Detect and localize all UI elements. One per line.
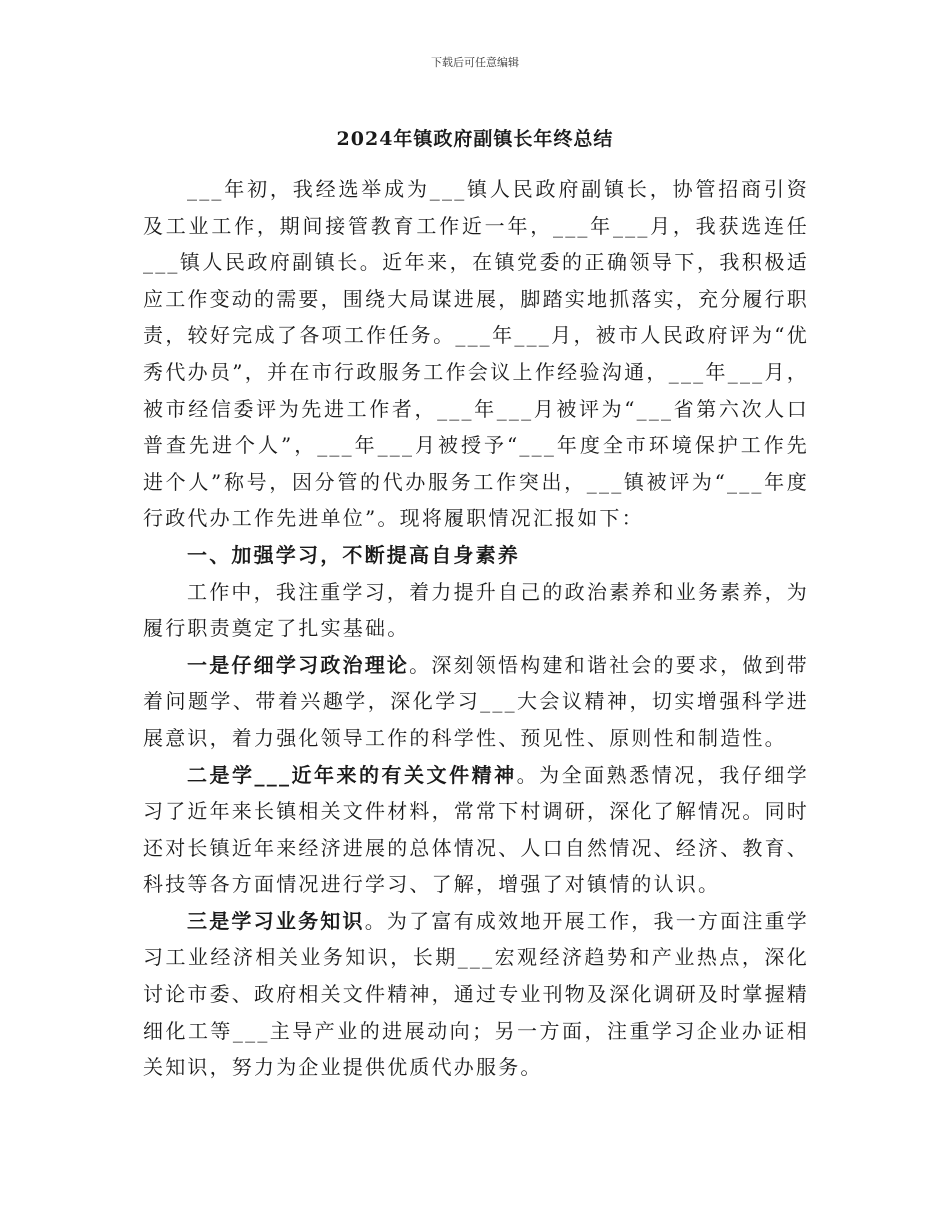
item-paragraph-2 [143,757,809,903]
item-lead-1: 一是仔细学习政治理论 [187,652,410,677]
item-text-2: 。为全面熟悉情况，我仔细学习了近年来长镇相关文件材料，常常下村调研，深化了解情况。同时还对长镇近年来经济进展的总体情况、人口自然情况、经济、教育、科技等各方面情况进行学习、了解，增强了对镇情的认识。 [143,762,809,897]
header-note: 下载后可任意编辑 [431,56,519,69]
section-paragraph: 工作中，我注重学习，着力提升自己的政治素养和业务素养，为履行职责奠定了扎实基础。 [143,579,809,641]
item-lead-2: 二是学___近年来的有关文件精神 [187,762,517,787]
document-body [143,171,809,1086]
item-text-3: 。为了富有成效地开展工作，我一方面注重学习工业经济相关业务知识，长期___宏观经济趋势和产业热点，深化讨论市委、政府相关文件精神，通过专业刊物及深化调研及时掌握精细化工等___主导产业的进展动向；另一方面，注重学习企业办证相关知识，努力为企业提供优质代办服务。 [143,908,809,1080]
item-paragraph-1 [143,647,809,757]
intro-paragraph: ___年初，我经选举成为___镇人民政府副镇长，协管招商引资及工业工作，期间接管教育工作近一年，___年___月，我获选连任___镇人民政府副镇长。近年来，在镇党委的正确领导下，我积极适应工作变动的需要，围绕大局谋进展，脚踏实地抓落实，充分履行职责，较好完成了各项工作任务。___年___月，被市人民政府评为“优秀代办员”，并在市行政服务工作会议上作经验沟通，___年___月，被市经信委评为先进工作者，___年___月被评为“___省第六次人口普查先进个人”，___年___月被授予“___年度全市环境保护工作先进个人”称号，因分管的代办服务工作突出，___镇被评为“___年度行政代办工作先进单位”。现将履职情况汇报如下： [143,177,809,531]
item-text-1: 。深刻领悟构建和谐社会的要求，做到带着问题学、带着兴趣学，深化学习___大会议精神，切实增强科学进展意识，着力强化领导工作的科学性、预见性、原则性和制造性。 [143,652,810,750]
item-paragraph-3 [143,903,809,1086]
section-heading: 一、加强学习，不断提高自身素养 [187,542,520,567]
page-title: 2024年镇政府副镇长年终总结 [336,128,614,150]
item-lead-3: 三是学习业务知识 [187,908,365,933]
